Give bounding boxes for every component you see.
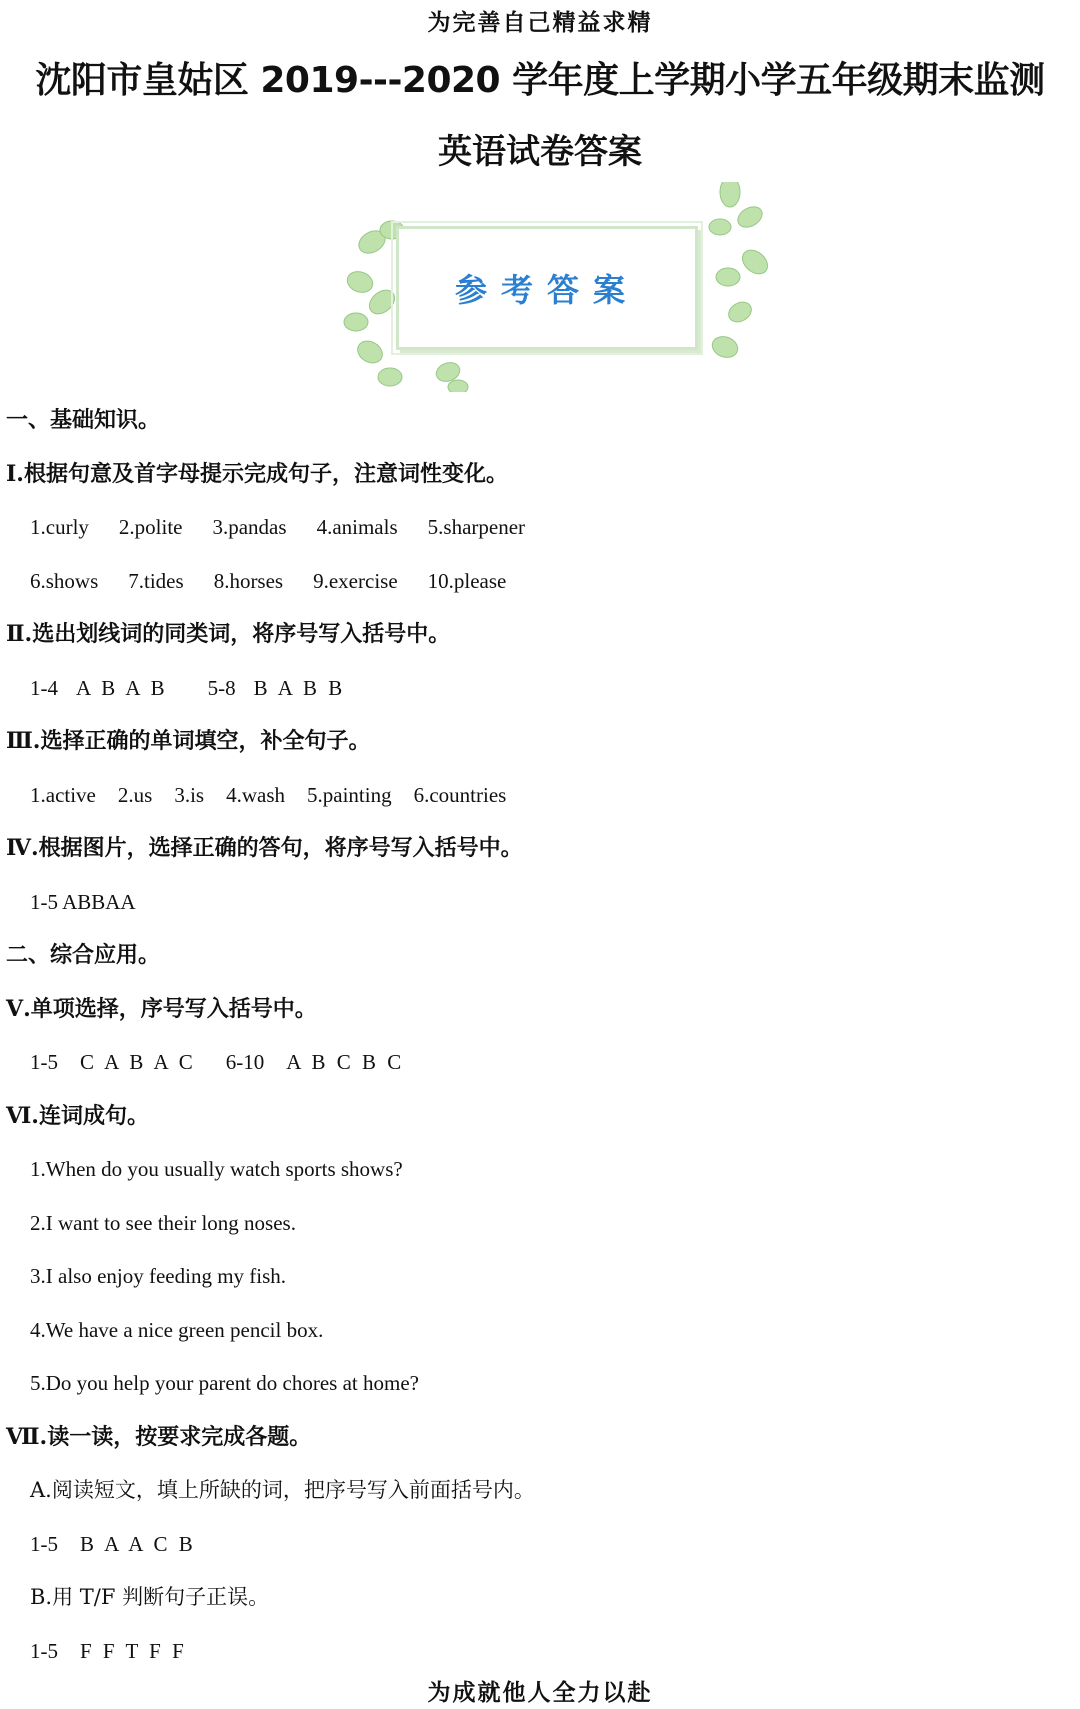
part-heading: Ⅰ.根据句意及首字母提示完成句子，注意词性变化。 bbox=[6, 460, 508, 487]
part-heading: Ⅱ.选出划线词的同类词，将序号写入括号中。 bbox=[6, 621, 451, 647]
answer-item: 10.please bbox=[427, 568, 507, 593]
answer-item: 2.us bbox=[117, 782, 153, 807]
answer-row bbox=[0, 507, 1080, 561]
section-heading: 一、基础知识。 bbox=[6, 407, 161, 433]
answer-badge-box bbox=[396, 226, 698, 350]
answer-range: 1-5 bbox=[30, 1638, 58, 1663]
answer-badge bbox=[330, 182, 770, 392]
part-heading: Ⅶ.读一读，按要求完成各题。 bbox=[6, 1423, 312, 1450]
header-motto: 为完善自己精益求精 bbox=[427, 9, 653, 36]
document-title: 沈阳市皇姑区 2019---2020 学年度上学期小学五年级期末监测 bbox=[35, 60, 1045, 101]
answer-item: A B A B bbox=[76, 675, 168, 700]
answer-range: 1-5 bbox=[30, 1531, 58, 1556]
part-heading: Ⅳ.根据图片，选择正确的答句，将序号写入括号中。 bbox=[6, 835, 523, 861]
answer-item: 3.pandas bbox=[212, 515, 287, 539]
answer-item: 5.sharpener bbox=[427, 515, 526, 539]
answer-item: 4.wash bbox=[226, 782, 286, 807]
answer-row: 1-5 ABBAA bbox=[30, 889, 136, 914]
part-heading: Ⅲ.选择正确的单词填空，补全句子。 bbox=[6, 728, 371, 754]
answer-item: A B C B C bbox=[286, 1050, 405, 1074]
answer-row bbox=[0, 775, 1080, 829]
answer-row bbox=[0, 561, 1080, 615]
answer-item: C A B A C bbox=[80, 1050, 196, 1074]
answer-item: 2.polite bbox=[118, 515, 183, 539]
answer-item: 9.exercise bbox=[313, 568, 398, 593]
answer-range: 5-8 bbox=[207, 675, 236, 700]
section-heading: 二、综合应用。 bbox=[6, 942, 161, 968]
answer-row bbox=[0, 1042, 1080, 1096]
answer-row bbox=[0, 1524, 1080, 1578]
answer-item: 6.countries bbox=[413, 782, 507, 807]
sub-heading: A.阅读短文，填上所缺的词，把序号写入前面括号内。 bbox=[30, 1478, 535, 1502]
answer-item: B A A C B bbox=[80, 1531, 196, 1556]
answer-range: 1-5 bbox=[30, 1050, 58, 1074]
answer-item: 4.animals bbox=[316, 515, 398, 539]
answer-item: B A B B bbox=[253, 675, 346, 700]
answer-item: 8.horses bbox=[213, 568, 284, 593]
answer-row: 2.I want to see their long noses. bbox=[30, 1210, 296, 1235]
answer-range: 1-4 bbox=[30, 675, 58, 700]
answer-range: 6-10 bbox=[225, 1050, 265, 1074]
answer-row: 1.When do you usually watch sports shows? bbox=[30, 1157, 403, 1181]
part-heading: Ⅵ.连词成句。 bbox=[6, 1102, 149, 1129]
footer-motto: 为成就他人全力以赴 bbox=[427, 1679, 653, 1706]
answer-item: 1.curly bbox=[30, 515, 89, 539]
answer-row: 5.Do you help your parent do chores at home? bbox=[30, 1371, 419, 1395]
answer-item: 7.tides bbox=[128, 568, 184, 593]
sub-heading: B.用 T/F 判断句子正误。 bbox=[30, 1585, 270, 1609]
part-heading: Ⅴ.单项选择，序号写入括号中。 bbox=[6, 995, 317, 1022]
answer-item: 5.painting bbox=[307, 782, 392, 807]
answer-badge-label: 参考答案 bbox=[454, 271, 639, 309]
document-subtitle: 英语试卷答案 bbox=[438, 132, 642, 172]
answer-row: 4.We have a nice green pencil box. bbox=[30, 1317, 324, 1342]
answer-item: 1.active bbox=[30, 782, 96, 807]
answer-row: 3.I also enjoy feeding my fish. bbox=[30, 1264, 287, 1288]
answer-content bbox=[0, 400, 1080, 1684]
answer-item: 6.shows bbox=[30, 568, 99, 593]
answer-row bbox=[0, 668, 1080, 722]
answer-item: F F T F F bbox=[80, 1638, 187, 1663]
answer-item: 3.is bbox=[174, 782, 205, 807]
